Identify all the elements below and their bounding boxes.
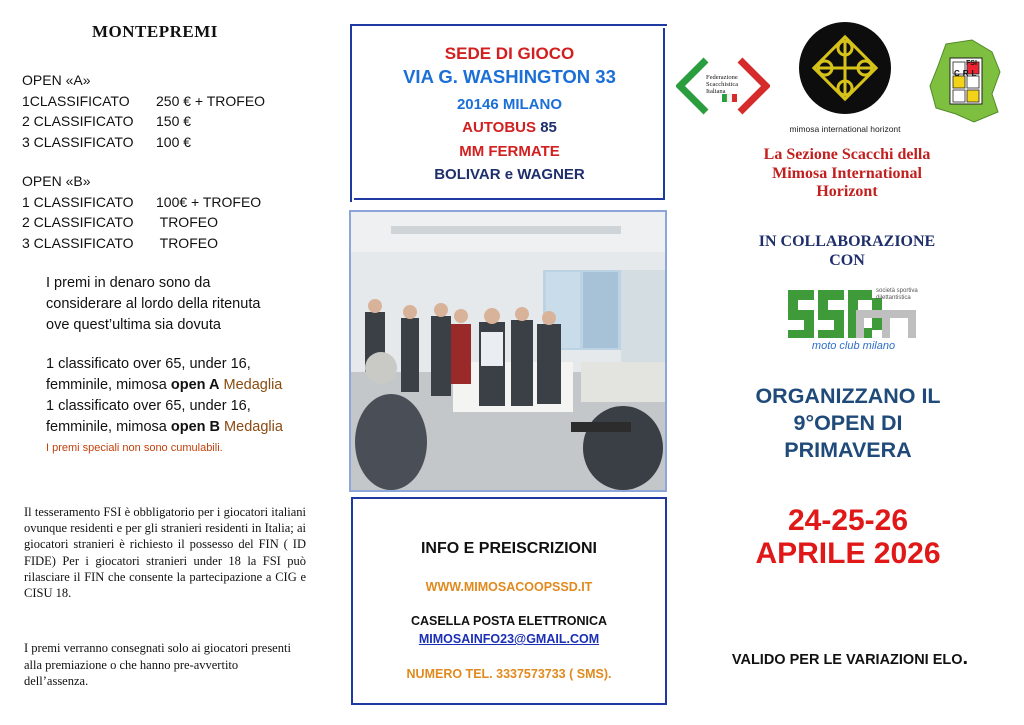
- info-box-border: [351, 703, 667, 705]
- non-cumulabili-note: I premi speciali non sono cumulabili.: [46, 442, 223, 454]
- email-label: CASELLA POSTA ELETTRONICA: [410, 614, 608, 628]
- prize-row: [22, 132, 265, 153]
- prize-place: 2 CLASSIFICATO: [22, 113, 134, 129]
- website-link[interactable]: WWW.MIMOSACOOPSSD.IT: [425, 580, 593, 594]
- open-a-prizes: [22, 70, 265, 152]
- special-a-line2: femminile, mimosa open A Medaglia: [46, 377, 283, 393]
- prize-value: TROFEO: [156, 214, 218, 230]
- prize-row: [22, 212, 261, 233]
- special-b-line1: 1 classificato over 65, under 16,: [46, 398, 251, 414]
- email-link[interactable]: MIMOSAINFO23@GMAIL.COM: [418, 632, 600, 646]
- info-title: INFO E PREISCRIZIONI: [420, 540, 597, 557]
- note-line: I premi in denaro sono da: [46, 275, 211, 291]
- organize-heading: ORGANIZZANO IL 9°OPEN DI PRIMAVERA: [755, 384, 941, 462]
- prize-place: 3 CLASSIFICATO: [22, 234, 134, 251]
- special-b-line2: femminile, mimosa open B Medaglia: [46, 419, 283, 435]
- fsi-membership-text: Il tesseramento FSI è obbligatorio per i giocatori italiani ovunque residenti e per gli stranieri residenti in Italia; ai giocatori stranieri è richiesto il possesso del FIN ( ID FIDE) Per i giocatori stranieri under 18 la FSI può rilasciare il FIN che consente la partecipazione a CIG e CISU 18.: [24, 505, 306, 601]
- award-ceremony-photo: [351, 212, 665, 490]
- prize-row: [22, 233, 261, 254]
- mimosa-logo: [779, 20, 911, 138]
- venue-city: 20146 MILANO: [456, 96, 563, 113]
- prize-value: 150 €: [156, 113, 192, 129]
- mimosa-logo-caption: mimosa international horizont: [789, 124, 901, 134]
- note-line: ove quest’ultima sia dovuta: [46, 317, 221, 333]
- elo-validity-note: VALIDO PER LE VARIAZIONI ELO.: [731, 647, 969, 669]
- fsi-logo: [676, 56, 770, 116]
- prize-value: 100 €: [156, 133, 192, 150]
- prize-row: [22, 91, 265, 112]
- moto-club-logo: [786, 288, 921, 354]
- crl-fsi-text: FSI: [966, 60, 977, 67]
- event-photo: [349, 210, 667, 492]
- venue-box-border: [354, 198, 665, 200]
- prize-value: TROFEO: [156, 234, 218, 251]
- phone-number: NUMERO TEL. 3337573733 ( SMS).: [406, 667, 612, 681]
- prize-value: 100€ + TROFEO: [156, 193, 262, 210]
- prize-row: [22, 192, 261, 213]
- crl-logo: [926, 38, 1006, 124]
- venue-bus: AUTOBUS 85: [462, 119, 557, 136]
- venue-stops: BOLIVAR e WAGNER: [434, 166, 585, 183]
- venue-title: SEDE DI GIOCO: [444, 44, 575, 63]
- collaboration-heading: IN COLLABORAZIONE CON: [758, 233, 936, 269]
- event-dates: 24-25-26 APRILE 2026: [755, 504, 941, 570]
- prize-delivery-text: I premi verranno consegnati solo ai giocatori presenti alla premiazione o che hanno pre-avvertito dell’assenza.: [24, 641, 291, 688]
- prize-row: [22, 111, 265, 132]
- ssd-small-text: società sportiva dilettantistica: [876, 288, 918, 301]
- special-a-line1: 1 classificato over 65, under 16,: [46, 356, 251, 372]
- sezione-heading: La Sezione Scacchi della Mimosa International Horizont: [763, 146, 931, 200]
- lombardy-map-icon: [926, 38, 1006, 124]
- montepremi-title: MONTEPREMI: [92, 22, 218, 41]
- open-b-heading: OPEN «B»: [22, 173, 91, 189]
- special-prizes: [46, 354, 296, 459]
- prize-place: 2 CLASSIFICATO: [22, 214, 134, 230]
- venue-street: VIA G. WASHINGTON 33: [403, 66, 616, 87]
- note-lordo: [46, 273, 296, 336]
- open-b-prizes: [22, 171, 261, 253]
- mimosa-knot-icon: [779, 20, 911, 120]
- venue-metro: MM FERMATE: [459, 143, 560, 160]
- prize-value: 250 € + TROFEO: [156, 92, 266, 109]
- prize-place: 3 CLASSIFICATO: [22, 133, 134, 150]
- note-line: considerare al lordo della ritenuta: [46, 296, 261, 312]
- open-a-heading: OPEN «A»: [22, 72, 91, 88]
- prize-place: 1 CLASSIFICATO: [22, 193, 134, 210]
- ssd-caption: moto club milano: [811, 340, 896, 352]
- crl-letters: CRL: [954, 69, 980, 78]
- fsi-logo-text: Federazione Scacchistica Italiana: [706, 74, 739, 95]
- prize-place: 1CLASSIFICATO: [22, 92, 130, 109]
